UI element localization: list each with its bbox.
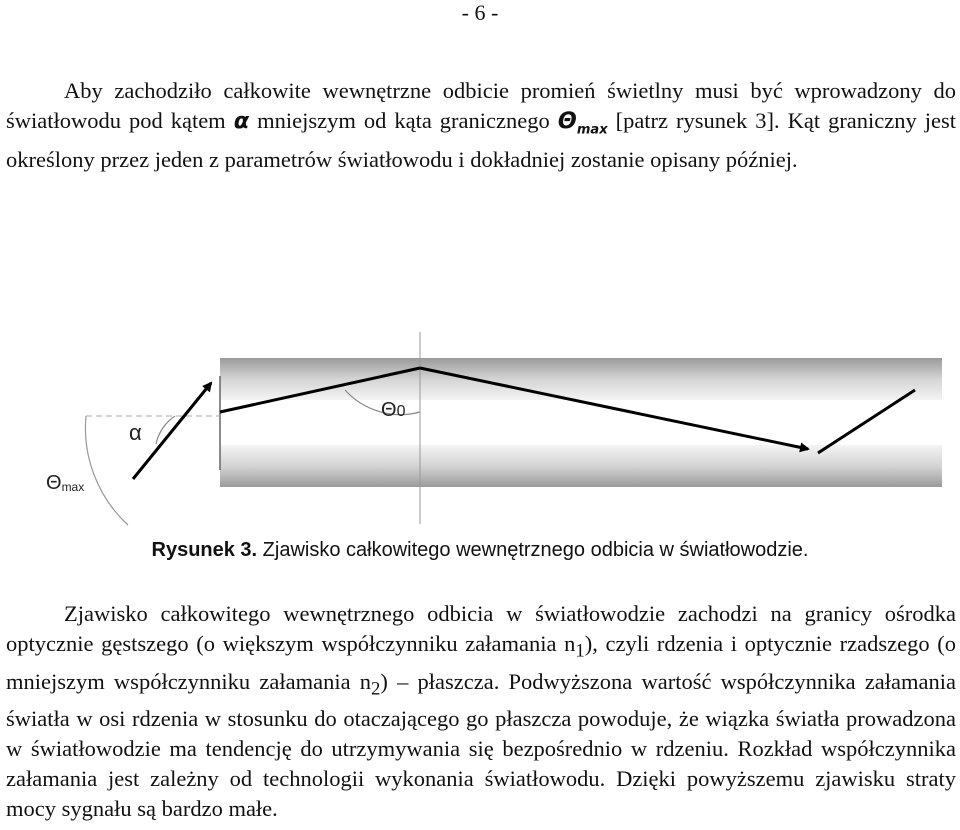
fiber-diagram <box>0 320 960 535</box>
intro-text-a: Aby zachodziło całkowite wewnętrzne odbicie promień świetlny musi być wprowadzony do światłowodu pod kątem <box>6 78 956 133</box>
cladding-top <box>220 358 942 400</box>
caption-text: Zjawisko całkowitego wewnętrznego odbicia w światłowodzie. <box>257 539 809 561</box>
theta0-symbol: Θ <box>381 399 397 421</box>
caption-prefix: Rysunek 3. <box>151 539 258 561</box>
explanation-text-b: ), czyli rdzenia i optycznie rzadszego (o mniejszym współczynniku załamania n <box>6 631 956 694</box>
theta0-label <box>381 399 406 421</box>
alpha-label: α <box>129 420 142 445</box>
explanation-paragraph <box>6 599 956 824</box>
thetamax-arc <box>85 416 128 525</box>
n2-subscript: 2 <box>371 678 381 699</box>
page-number: - 6 - <box>461 0 499 25</box>
alpha-symbol: α <box>233 107 250 134</box>
intro-text-c: [patrz rysunek 3]. Kąt graniczny jest określony przez jeden z parametrów światłowodu i dokładniej zostanie opisany później. <box>6 107 956 172</box>
explanation-text-a: Zjawisko całkowitego wewnętrznego odbicia w światłowodzie zachodzi na granicy ośrodka optycznie gęstszego (o większym współczynniku załamania n <box>6 601 956 656</box>
thetamax-symbol: Θ <box>46 472 62 494</box>
incident-ray-line <box>133 383 211 479</box>
fiber-diagram-svg <box>0 320 960 535</box>
theta-max-subscript: max <box>576 122 608 137</box>
intro-paragraph <box>6 76 956 174</box>
theta-symbol: Θ <box>557 107 577 134</box>
n1-subscript: 1 <box>575 640 585 662</box>
figure-caption <box>0 536 960 564</box>
cladding-bottom <box>220 445 942 487</box>
thetamax-subscript: max <box>61 480 85 494</box>
theta0-subscript: 0 <box>396 403 406 420</box>
thetamax-label <box>46 472 84 494</box>
intro-text-b: mniejszym od kąta granicznego <box>249 107 558 133</box>
theta-max-symbol <box>557 107 608 137</box>
explanation-text-c: ) – płaszcza. Podwyższona wartość współczynnika załamania światła w osi rdzenia w stosunku do otaczającego go płaszcza powoduje, że wiązka światła prowadzona w światłowodzie ma tendencję do utrzymywania się bezpośrednio w rdzeniu. Rozkład współczynnika załamania jest zależny od technologii wykonania światłowodu. Dzięki powyższemu zjawisku straty mocy sygnału są bardzo małe. <box>6 668 956 821</box>
